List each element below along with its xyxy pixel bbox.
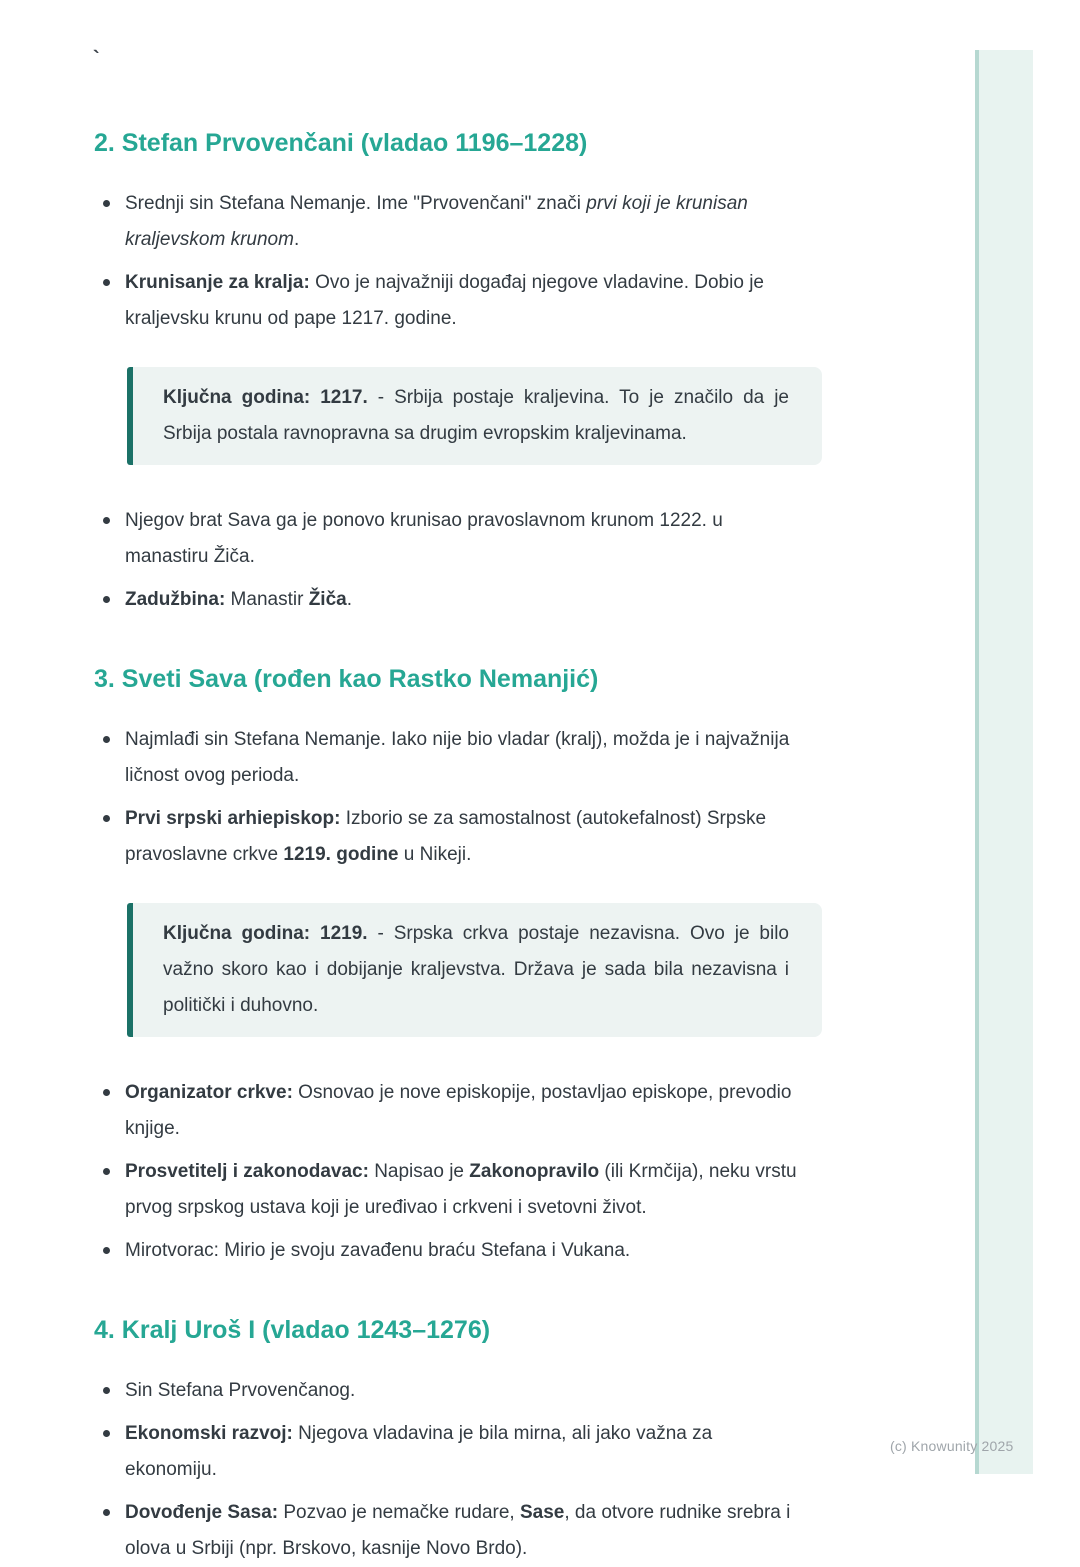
bullet-item	[94, 801, 800, 873]
key-year-callout	[127, 367, 822, 465]
text-run: prvi koji je krunisan kraljevskom krunom	[125, 193, 748, 250]
text-run: , da otvore rudnike srebra i olova u Srbiji (npr. Brskovo, kasnije Novo Brdo).	[125, 1502, 791, 1559]
text-run: Sin Stefana Prvovenčanog.	[125, 1380, 356, 1401]
bullet-item	[94, 582, 800, 618]
text-run: - Srbija postaje kraljevina. To je značilo da je Srbija postala ravnopravna sa drugim evropskim kraljevinama.	[163, 387, 790, 444]
bullet-item	[94, 1233, 800, 1269]
key-year-callout	[127, 903, 822, 1037]
bullet-item	[94, 503, 800, 575]
text-run: Izborio se za samostalnost (autokefalnost) Srpske pravoslavne crkve	[125, 808, 767, 865]
text-run: Osnovao je nove episkopije, postavljao episkope, prevodio knjige.	[125, 1082, 792, 1139]
text-run: Pozvao je nemačke rudare,	[278, 1502, 520, 1523]
bullet-item	[94, 265, 800, 337]
text-run: Ključna godina: 1217.	[163, 387, 368, 408]
text-run: .	[293, 229, 300, 250]
bullet-item	[94, 1495, 800, 1567]
section-heading: 2. Stefan Prvovenčani (vladao 1196–1228)	[94, 129, 588, 157]
bullet-list	[94, 1373, 800, 1567]
bullet-item	[94, 722, 800, 794]
text-run: Najmlađi sin Stefana Nemanje. Iako nije bio vladar (kralj), možda je i najvažnija ličnost ovog perioda.	[125, 729, 790, 786]
callout-text	[163, 380, 789, 452]
watermark: (c) Knowunity 2025	[890, 1438, 1014, 1454]
section-heading: 4. Kralj Uroš I (vladao 1243–1276)	[94, 1316, 491, 1344]
bullet-item	[94, 1154, 800, 1226]
bullet-list	[94, 1075, 800, 1269]
callout-text	[163, 916, 789, 1024]
section	[94, 126, 1080, 618]
text-run: Ključna godina: 1219.	[163, 923, 368, 944]
bullet-item	[94, 1373, 800, 1409]
text-run: Napisao je	[368, 1161, 470, 1182]
text-run: Žiča	[308, 589, 347, 610]
text-run: Ovo je najvažniji događaj njegove vladavine. Dobio je kraljevsku krunu od pape 1217. godine.	[125, 272, 764, 329]
text-run: Sase	[519, 1502, 565, 1523]
text-run: Prvi srpski arhiepiskop:	[125, 808, 341, 829]
bullet-item	[94, 186, 800, 258]
text-run: Mirotvorac: Mirio je svoju zavađenu braću Stefana i Vukana.	[125, 1240, 631, 1261]
text-run: - Srpska crkva postaje nezavisna. Ovo je bilo važno skoro kao i dobijanje kraljevstva. Država je sada bila nezavisna i politički i duhovno.	[163, 923, 790, 1016]
stray-backtick-mark: `	[93, 48, 100, 70]
bullet-list	[94, 186, 800, 337]
text-run: Organizator crkve:	[125, 1082, 293, 1103]
section-heading: 3. Sveti Sava (rođen kao Rastko Nemanjić)	[94, 665, 599, 693]
text-run: Njegova vladavina je bila mirna, ali jako važna za ekonomiju.	[125, 1423, 713, 1480]
text-run: Prosvetitelj i zakonodavac:	[125, 1161, 369, 1182]
bullet-item	[94, 1416, 800, 1488]
text-run: u Nikeji.	[398, 844, 472, 865]
text-run: Srednji sin Stefana Nemanje. Ime "Prvovenčani" znači	[125, 193, 587, 214]
text-run: (ili Krmčija), neku vrstu prvog srpskog ustava koji je uređivao i crkveni i svetovni život.	[125, 1161, 797, 1218]
text-run: Zakonopravilo	[469, 1161, 600, 1182]
text-run: Njegov brat Sava ga je ponovo krunisao pravoslavnom krunom 1222. u manastiru Žiča.	[125, 510, 723, 567]
text-run: 1219. godine	[283, 844, 399, 865]
text-run: Zadužbina:	[125, 589, 226, 610]
text-run: Krunisanje za kralja:	[125, 272, 310, 293]
text-run: Ekonomski razvoj:	[125, 1423, 293, 1444]
bullet-item	[94, 1075, 800, 1147]
text-run: .	[346, 589, 353, 610]
bullet-list	[94, 503, 800, 618]
text-run: Manastir	[225, 589, 309, 610]
bullet-list	[94, 722, 800, 873]
text-run: Dovođenje Sasa:	[125, 1502, 279, 1523]
section	[94, 662, 1080, 1269]
